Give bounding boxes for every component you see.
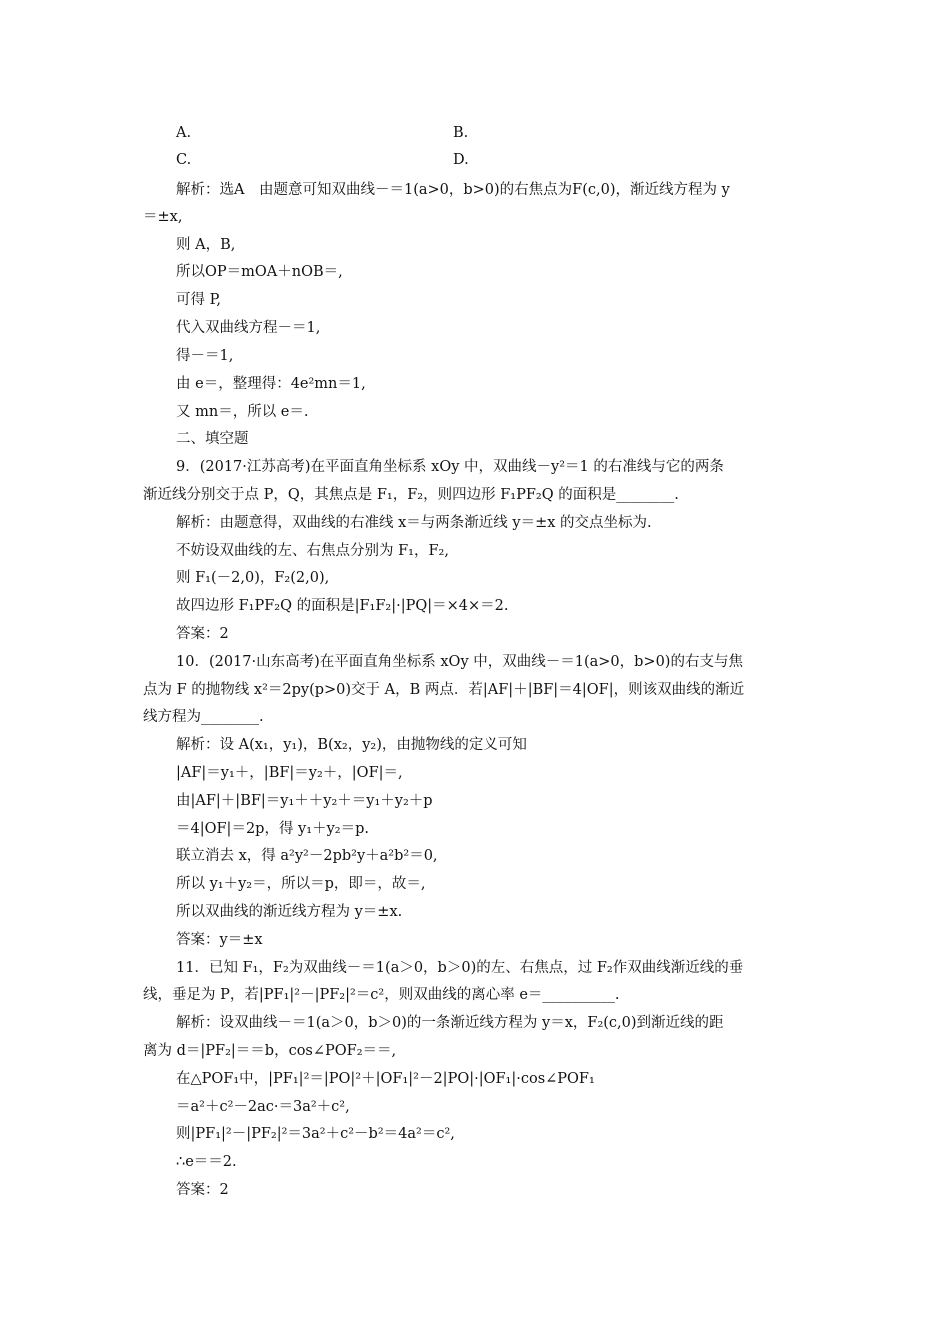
text-line-opt-a: A. — [176, 125, 192, 141]
text-line-l16: 故四边形 F₁PF₂Q 的面积是|F₁F₂|·|PQ|＝×4×＝2. — [176, 598, 509, 614]
text-line-l32: 离为 d＝|PF₂|＝＝b，cos∠POF₂＝＝, — [143, 1043, 397, 1059]
text-line-l11: 9．(2017·江苏高考)在平面直角坐标系 xOy 中，双曲线－y²＝1 的右准线与它的两条 — [176, 459, 724, 475]
text-line-l04: 所以OP＝mOA＋nOB＝, — [176, 264, 343, 280]
text-line-opt-b: B. — [453, 125, 469, 141]
text-line-l33: 在△POF₁中，|PF₁|²＝|PO|²＋|OF₁|²－2|PO|·|OF₁|·cos∠POF₁ — [176, 1071, 595, 1087]
text-line-l13: 解析：由题意得，双曲线的右准线 x＝与两条渐近线 y＝±x 的交点坐标为. — [176, 515, 652, 531]
text-line-l15: 则 F₁(－2,0)，F₂(2,0), — [176, 570, 330, 586]
text-line-l01: 解析：选A 由题意可知双曲线－＝1(a>0，b>0)的右焦点为F(c,0)，渐近线方程为 y — [176, 182, 730, 198]
text-line-l23: 由|AF|＋|BF|＝y₁＋＋y₂＋＝y₁＋y₂＋p — [176, 793, 433, 809]
text-line-l21: 解析：设 A(x₁，y₁)，B(x₂，y₂)，由抛物线的定义可知 — [176, 737, 527, 753]
text-line-l30: 线，垂足为 P，若|PF₁|²－|PF₂|²＝c²，则双曲线的离心率 e＝__________. — [143, 987, 620, 1003]
text-line-l36: ∴e＝＝2. — [176, 1154, 237, 1170]
text-line-l14: 不妨设双曲线的左、右焦点分别为 F₁，F₂, — [176, 543, 449, 559]
text-line-opt-c: C. — [176, 152, 192, 168]
text-line-l19: 点为 F 的抛物线 x²＝2py(p>0)交于 A，B 两点．若|AF|＋|BF|＝4|OF|，则该双曲线的渐近 — [143, 682, 745, 698]
text-line-l31: 解析：设双曲线－＝1(a＞0，b＞0)的一条渐近线方程为 y＝x，F₂(c,0)到渐近线的距 — [176, 1015, 724, 1031]
text-line-l17: 答案：2 — [176, 626, 229, 642]
text-line-l24: ＝4|OF|＝2p，得 y₁＋y₂＝p. — [176, 821, 369, 837]
text-line-l06: 代入双曲线方程－＝1, — [176, 320, 321, 336]
text-line-l20: 线方程为________. — [143, 709, 264, 725]
text-line-l03: 则 A，B, — [176, 237, 236, 253]
text-line-l28: 答案：y＝±x — [176, 932, 263, 948]
text-line-l26: 所以 y₁＋y₂＝，所以＝p，即＝，故＝, — [176, 876, 426, 892]
text-line-l27: 所以双曲线的渐近线方程为 y＝±x. — [176, 904, 403, 920]
text-line-l34: ＝a²＋c²－2ac·＝3a²＋c², — [176, 1099, 350, 1115]
text-line-l22: |AF|＝y₁＋，|BF|＝y₂＋，|OF|＝, — [176, 765, 403, 781]
text-line-l02: ＝±x, — [143, 209, 183, 225]
text-line-l08: 由 e＝，整理得：4e²mn＝1, — [176, 376, 366, 392]
text-line-l37: 答案：2 — [176, 1182, 229, 1198]
text-line-l09: 又 mn＝，所以 e＝. — [176, 404, 309, 420]
text-line-opt-d: D. — [453, 152, 469, 168]
text-line-l25: 联立消去 x，得 a²y²－2pb²y＋a²b²＝0, — [176, 848, 438, 864]
text-line-l35: 则|PF₁|²－|PF₂|²＝3a²＋c²－b²＝4a²＝c², — [176, 1126, 455, 1142]
text-line-l05: 可得 P, — [176, 292, 222, 308]
text-line-l12: 渐近线分别交于点 P，Q，其焦点是 F₁，F₂，则四边形 F₁PF₂Q 的面积是________. — [143, 487, 679, 503]
text-line-l07: 得－＝1, — [176, 348, 234, 364]
text-line-l10: 二、填空题 — [176, 431, 249, 447]
text-line-l29: 11．已知 F₁，F₂为双曲线－＝1(a＞0，b＞0)的左、右焦点，过 F₂作双曲线渐近线的垂 — [176, 960, 744, 976]
text-line-l18: 10．(2017·山东高考)在平面直角坐标系 xOy 中，双曲线－＝1(a>0，b>0)的右支与焦 — [176, 654, 743, 670]
